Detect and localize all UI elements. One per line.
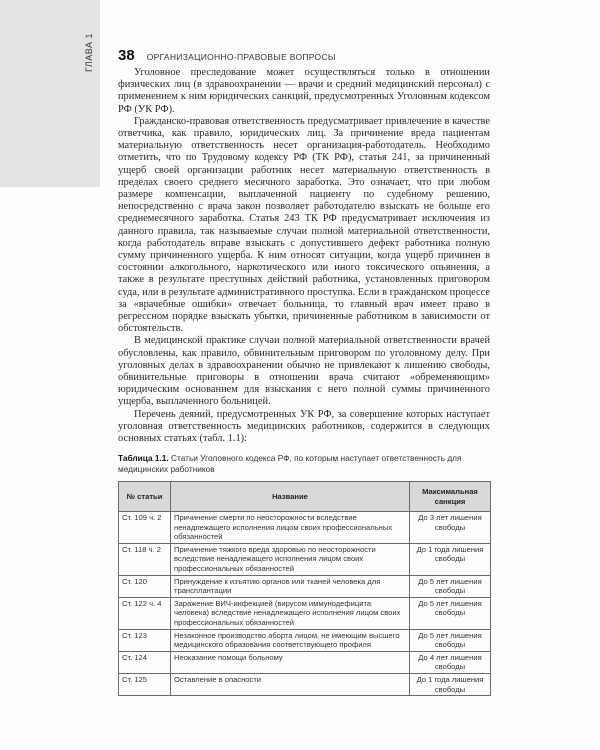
table-row [119, 629, 491, 651]
cell-sanction: До 5 лет лишения свободы [410, 575, 491, 597]
table-caption-text: Статьи Уголовного кодекса РФ, по которым наступает ответственность для медицинских работников [118, 453, 462, 474]
header-name: Название [171, 482, 410, 512]
cell-article: Ст. 120 [119, 575, 171, 597]
chapter-side-tab [0, 0, 100, 187]
header-sanction: Максимальная санкция [410, 482, 491, 512]
table-row [119, 673, 491, 695]
cell-name: Незаконное производство аборта лицом, не имеющим высшего медицинского образования соответствующего профиля [171, 629, 410, 651]
table-row [119, 543, 491, 575]
paragraph: Перечень деяний, предусмотренных УК РФ, за совершение которых наступает уголовная ответственность медицинских работников, содержится в следующих основных статьях (табл. 1.1): [118, 408, 490, 445]
cell-name: Причинение смерти по неосторожности вследствие ненадлежащего исполнения лицом своих профессиональных обязанностей [171, 512, 410, 544]
cell-sanction: До 3 лет лишения свободы [410, 512, 491, 544]
paragraph: Уголовное преследование может осуществляться только в отношении физических лиц (в здравоохранении — врачи и средний медицинский персонал) с применением к ним юридических санкций, предусмотренных Уголовным кодексом РФ (УК РФ). [118, 67, 490, 115]
cell-article: Ст. 122 ч. 4 [119, 597, 171, 629]
page-number: 38 [118, 47, 135, 64]
cell-sanction: До 5 лет лишения свободы [410, 629, 491, 651]
table-caption [118, 453, 490, 474]
table-caption-label: Таблица 1.1. [118, 453, 169, 463]
table-row [119, 597, 491, 629]
cell-name: Оставление в опасности [171, 673, 410, 695]
cell-article: Ст. 125 [119, 673, 171, 695]
body-text [118, 67, 490, 445]
articles-table [118, 481, 491, 696]
table-header-row [119, 482, 491, 512]
table-row [119, 575, 491, 597]
paragraph: В медицинской практике случаи полной материальной ответственности врачей обусловлены, как правило, обвинительным приговором по уголовному делу. При уголовных делах в здравоохранении обычно не привлекают к лишению свободы, обвинительные приговоры в отношении врача считают «обременяющим» юридическим основанием для взыскания с него полной суммы причиненного ущерба, выплаченного больницей. [118, 335, 490, 408]
table-row [119, 651, 491, 673]
cell-sanction: До 1 года лишения свободы [410, 543, 491, 575]
cell-sanction: До 1 года лишения свободы [410, 673, 491, 695]
cell-name: Причинение тяжкого вреда здоровью по неосторожности вследствие ненадлежащего исполнения лицом своих профессиональных обязанностей [171, 543, 410, 575]
cell-name: Неоказание помощи больному [171, 651, 410, 673]
cell-article: Ст. 123 [119, 629, 171, 651]
cell-sanction: До 4 лет лишения свободы [410, 651, 491, 673]
cell-name: Принуждение к изъятию органов или тканей человека для трансплантации [171, 575, 410, 597]
paragraph: Гражданско-правовая ответственность предусматривает привлечение в качестве ответчика, как правило, юридических лиц. За причинение вреда пациентам материальную ответственность несет организация-работодатель. Необходимо отметить, что по Трудовому кодексу РФ (ТК РФ), статья 241, за причиненный ущерб своей организации работник несет материальную ответственность в пределах своего среднего месячного заработка. Это означает, что при любом размере компенсации, выплаченной пациенту по судебному решению, непосредственно с врача закон позволяет работодателю взыскать не больше его среднемесячного заработка. Статья 243 ТК РФ предусматривает исключения из данного правила, так называемые случаи полной материальной ответственности, когда работодатель вправе взыскать с допустившего дефект работника полную сумму причиненного ущерба. К ним относят ситуации, когда ущерб причинен в состоянии алкогольного, наркотического или иного токсического опьянения, а также в результате преступных действий работника, установленных приговором суда, или в результате административного проступка. Если в гражданском процессе за «врачебные ошибки» отвечает больница, то главный врач имеет право в регрессном порядке взыскать убытки, причиненные работником в зависимости от обстоятельств. [118, 115, 490, 335]
table-row [119, 512, 491, 544]
running-title: ОРГАНИЗАЦИОННО-ПРАВОВЫЕ ВОПРОСЫ [146, 52, 336, 62]
cell-name: Заражение ВИЧ-инфекцией (вирусом иммунодефицита человека) вследствие ненадлежащего исполнения лицом своих профессиональных обязанностей [171, 597, 410, 629]
cell-article: Ст. 109 ч. 2 [119, 512, 171, 544]
cell-article: Ст. 124 [119, 651, 171, 673]
page-header [118, 47, 490, 64]
cell-article: Ст. 118 ч. 2 [119, 543, 171, 575]
cell-sanction: До 5 лет лишения свободы [410, 597, 491, 629]
header-article: № статьи [119, 482, 171, 512]
chapter-label: ГЛАВА 1 [84, 33, 94, 72]
